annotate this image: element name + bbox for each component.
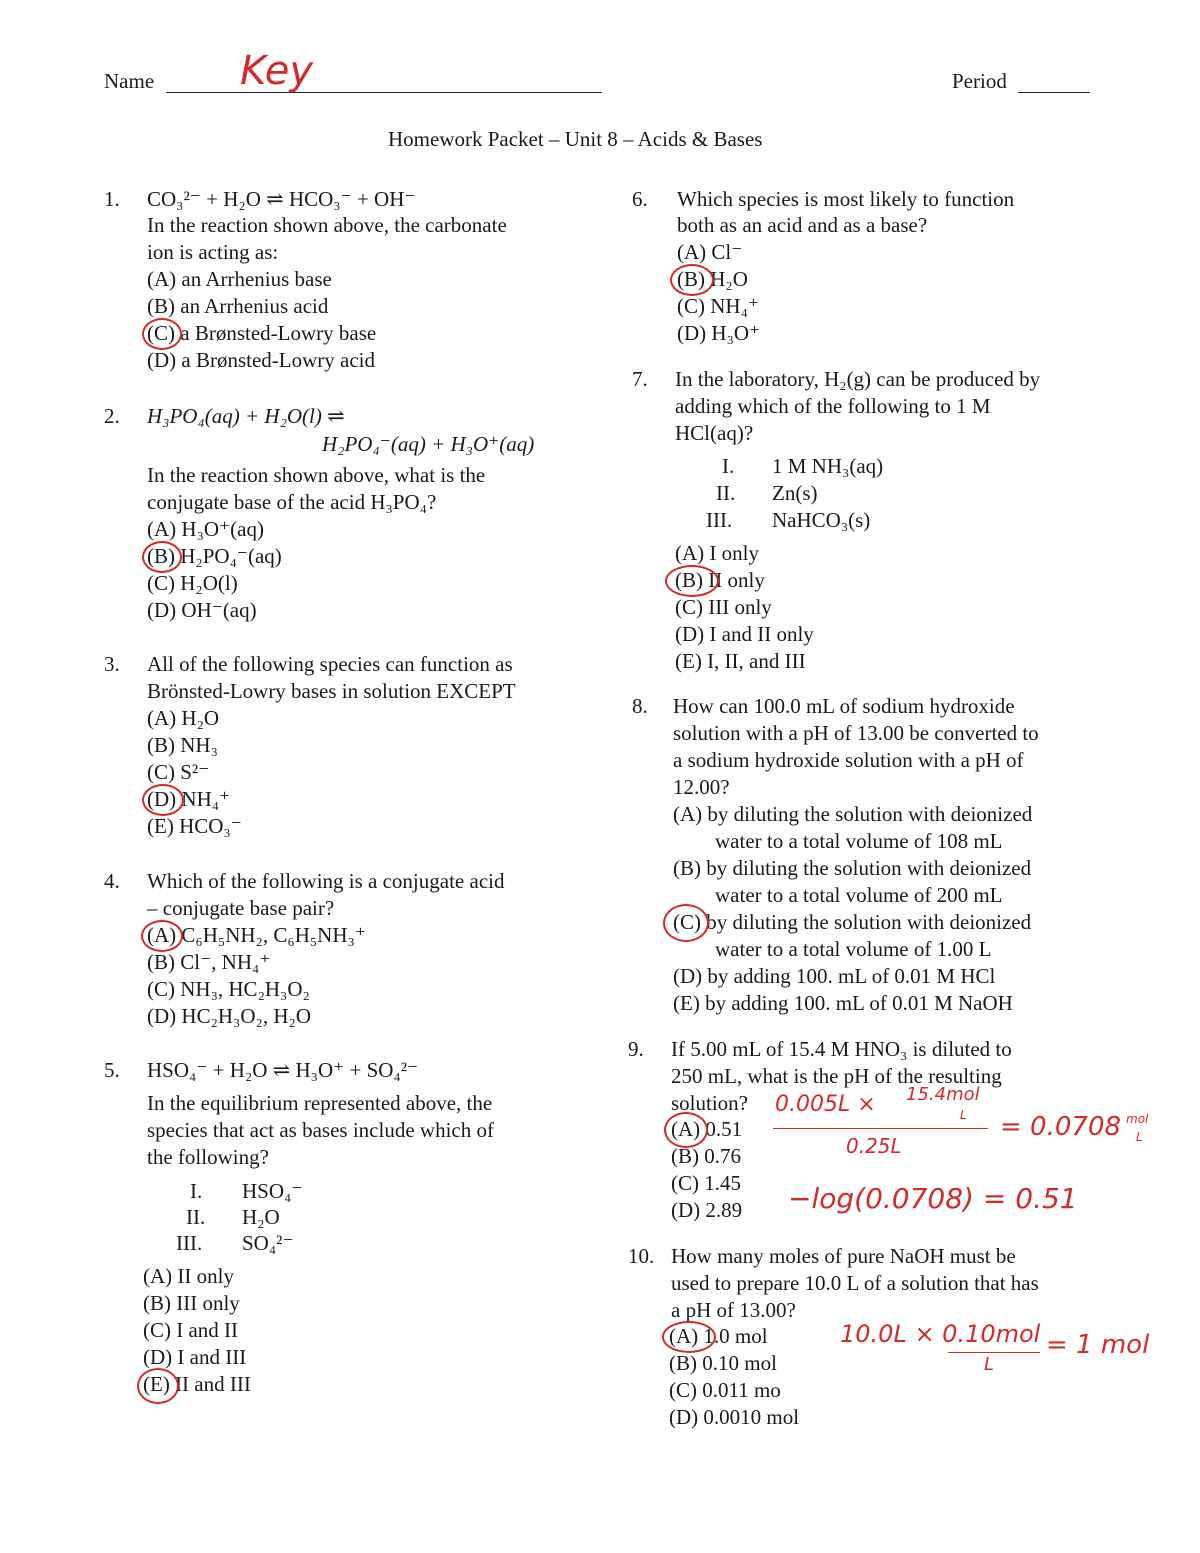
roman-item: SO₄²⁻: [242, 1231, 294, 1255]
roman-item: 1 M NH₃(aq): [772, 454, 884, 478]
answer-choice: (E) I, II, and III: [675, 649, 806, 673]
name-value: Key: [240, 48, 314, 94]
question-stem-line: All of the following species can function as: [147, 652, 513, 676]
question-stem-line: adding which of the following to 1 M: [675, 394, 991, 418]
answer-choice: (C) 0.011 mo: [669, 1378, 781, 1402]
answer-choice: (D) NH₄⁺: [147, 787, 231, 811]
answer-choice: (A) C₆H₅NH₂, C₆H₅NH₃⁺: [147, 923, 366, 947]
roman-numeral: III.: [706, 508, 733, 532]
answer-choice: (C) H₂O(l): [147, 571, 238, 595]
answer-choice: (E) II and III: [143, 1372, 251, 1396]
question-stem-line: In the equilibrium represented above, the: [147, 1091, 493, 1115]
answer-choice: (C) a Brønsted-Lowry base: [147, 321, 377, 345]
question-stem-line: CO₃²⁻ + H₂O ⇌ HCO₃⁻ + OH⁻: [147, 187, 416, 211]
handwritten-work: L: [984, 1354, 995, 1375]
question-stem-line: 250 mL, what is the pH of the resulting: [671, 1064, 1002, 1088]
answer-circle: [142, 541, 182, 573]
question-stem-line: a sodium hydroxide solution with a pH of: [673, 748, 1024, 772]
question-stem-line: HCl(aq)?: [675, 421, 754, 445]
handwritten-work: mol: [1126, 1112, 1149, 1126]
answer-choice: water to a total volume of 200 mL: [715, 883, 1003, 907]
name-underline: [166, 92, 602, 93]
roman-numeral: II.: [186, 1205, 206, 1229]
question-stem-line: H₂PO₄⁻(aq) + H₃O⁺(aq): [322, 432, 535, 456]
question-stem-line: used to prepare 10.0 L of a solution that has: [671, 1271, 1039, 1295]
answer-choice: (A) by diluting the solution with deionized: [673, 802, 1033, 826]
answer-choice: (D) I and III: [143, 1345, 247, 1369]
question-number: 1.: [104, 187, 120, 211]
answer-choice: (A) 0.51: [671, 1117, 743, 1141]
question-stem-line: 12.00?: [673, 775, 730, 799]
handwritten-work: −log(0.0708) = 0.51: [788, 1182, 1078, 1215]
handwritten-work: = 0.0708: [1000, 1112, 1122, 1142]
answer-choice: (C) by diluting the solution with deionized: [673, 910, 1032, 934]
roman-numeral: I.: [190, 1179, 203, 1203]
answer-choice: (D) HC₂H₃O₂, H₂O: [147, 1004, 312, 1028]
handwritten-work: 0.005L ×: [775, 1092, 876, 1117]
answer-choice: (D) by adding 100. mL of 0.01 M HCl: [673, 964, 996, 988]
question-stem-line: Brönsted-Lowry bases in solution EXCEPT: [147, 679, 516, 703]
handwritten-work: = 1 mol: [1046, 1330, 1150, 1360]
answer-choice: (A) an Arrhenius base: [147, 267, 332, 291]
roman-item: HSO₄⁻: [242, 1179, 303, 1203]
question-stem-line: conjugate base of the acid H₃PO₄?: [147, 490, 437, 514]
question-stem-line: – conjugate base pair?: [147, 896, 335, 920]
answer-choice: water to a total volume of 1.00 L: [715, 937, 992, 961]
answer-choice: (A) Cl⁻: [677, 240, 743, 264]
roman-item: Zn(s): [772, 481, 818, 505]
question-number: 8.: [632, 694, 648, 718]
answer-choice: (E) by adding 100. mL of 0.01 M NaOH: [673, 991, 1013, 1015]
question-stem-line: the following?: [147, 1145, 269, 1169]
question-number: 10.: [628, 1244, 655, 1268]
roman-numeral: II.: [716, 481, 736, 505]
question-stem-line: How can 100.0 mL of sodium hydroxide: [673, 694, 1015, 718]
answer-circle: [663, 904, 709, 942]
question-stem-line: species that act as bases include which of: [147, 1118, 494, 1142]
question-stem-line: In the reaction shown above, the carbonate: [147, 213, 507, 237]
answer-choice: (D) a Brønsted-Lowry acid: [147, 348, 376, 372]
answer-circle: [670, 264, 714, 296]
roman-numeral: III.: [176, 1231, 203, 1255]
period-underline: [1018, 92, 1090, 93]
period-label: Period: [952, 69, 1007, 93]
answer-choice: (C) I and II: [143, 1318, 239, 1342]
question-stem-line: a pH of 13.00?: [671, 1298, 796, 1322]
question-stem-line: ion is acting as:: [147, 240, 279, 264]
answer-choice: (B) NH₃: [147, 733, 218, 757]
question-stem-line: If 5.00 mL of 15.4 M HNO₃ is diluted to: [671, 1037, 1012, 1061]
answer-choice: (D) 0.0010 mol: [669, 1405, 800, 1429]
question-number: 9.: [628, 1037, 644, 1061]
name-label: Name: [104, 69, 155, 93]
roman-numeral: I.: [722, 454, 735, 478]
answer-circle: [142, 784, 184, 816]
answer-circle: [664, 1112, 708, 1148]
question-number: 5.: [104, 1058, 120, 1082]
answer-choice: (A) H₂O: [147, 706, 220, 730]
answer-choice: (D) H₃O⁺: [677, 321, 761, 345]
answer-choice: (C) III only: [675, 595, 772, 619]
question-stem-line: solution?: [671, 1091, 748, 1115]
answer-circle: [662, 1321, 716, 1353]
question-stem-line: both as an acid and as a base?: [677, 213, 928, 237]
question-number: 4.: [104, 869, 120, 893]
question-stem-line: H₃PO₄(aq) + H₂O(l) ⇌: [147, 404, 345, 428]
answer-choice: (A) I only: [675, 541, 759, 565]
answer-choice: (C) NH₄⁺: [677, 294, 759, 318]
answer-circle: [665, 565, 719, 597]
answer-choice: (C) S²⁻: [147, 760, 210, 784]
handwritten-work: 15.4mol: [906, 1084, 980, 1105]
answer-choice: (C) 1.45: [671, 1171, 741, 1195]
answer-choice: (C) NH₃, HC₂H₃O₂: [147, 977, 310, 1001]
question-stem-line: In the laboratory, H₂(g) can be produced by: [675, 367, 1041, 391]
fraction-bar: [773, 1128, 988, 1129]
question-stem-line: How many moles of pure NaOH must be: [671, 1244, 1016, 1268]
answer-choice: (B) 0.76: [671, 1144, 741, 1168]
answer-circle: [141, 920, 183, 952]
answer-choice: (B) H₂PO₄⁻(aq): [147, 544, 282, 568]
page-title: Homework Packet – Unit 8 – Acids & Bases: [388, 127, 763, 151]
handwritten-work: L: [960, 1108, 967, 1122]
answer-choice: (D) OH⁻(aq): [147, 598, 257, 622]
answer-choice: (A) 1.0 mol: [669, 1324, 768, 1348]
answer-choice: water to a total volume of 108 mL: [715, 829, 1003, 853]
question-stem-line: HSO₄⁻ + H₂O ⇌ H₃O⁺ + SO₄²⁻: [147, 1058, 419, 1082]
roman-item: NaHCO₃(s): [772, 508, 871, 532]
roman-item: H₂O: [242, 1205, 280, 1229]
question-stem-line: In the reaction shown above, what is the: [147, 463, 486, 487]
answer-choice: (E) HCO₃⁻: [147, 814, 242, 838]
answer-choice: (A) H₃O⁺(aq): [147, 517, 264, 541]
handwritten-work: 0.25L: [846, 1134, 902, 1158]
answer-choice: (B) II only: [675, 568, 765, 592]
answer-choice: (B) Cl⁻, NH₄⁺: [147, 950, 271, 974]
answer-choice: (B) 0.10 mol: [669, 1351, 777, 1375]
answer-choice: (B) an Arrhenius acid: [147, 294, 329, 318]
question-stem-line: Which of the following is a conjugate acid: [147, 869, 505, 893]
question-stem-line: Which species is most likely to function: [677, 187, 1015, 211]
question-number: 7.: [632, 367, 648, 391]
answer-circle: [142, 318, 182, 350]
fraction-bar: [948, 1352, 1040, 1353]
answer-choice: (B) III only: [143, 1291, 240, 1315]
answer-circle: [137, 1368, 179, 1404]
question-number: 6.: [632, 187, 648, 211]
answer-choice: (D) 2.89: [671, 1198, 743, 1222]
answer-choice: (A) II only: [143, 1264, 234, 1288]
question-stem-line: solution with a pH of 13.00 be converted to: [673, 721, 1039, 745]
answer-choice: (B) by diluting the solution with deionized: [673, 856, 1032, 880]
question-number: 3.: [104, 652, 120, 676]
answer-choice: (D) I and II only: [675, 622, 814, 646]
handwritten-work: L: [1136, 1130, 1143, 1144]
handwritten-work: 10.0L × 0.10mol: [840, 1320, 1041, 1348]
question-number: 2.: [104, 404, 120, 428]
answer-choice: (B) H₂O: [677, 267, 748, 291]
